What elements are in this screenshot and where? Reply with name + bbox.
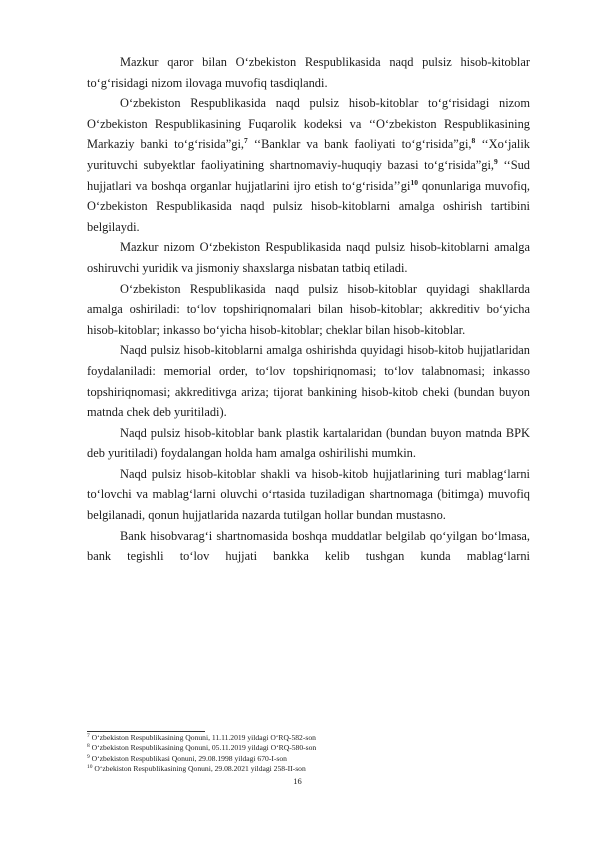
page-body bbox=[87, 52, 530, 567]
paragraph-text: Naqd pulsiz hisob-kitoblar shakli va hisob-kitob hujjatlarining turi mablag‘larni to‘lovchi va mablag‘larni oluvchi o‘rtasida tuziladigan shartnomaga (bitimga) muvofiq belgilanadi, qonun hujjatlarida nazarda tutilgan hollar bundan mustasno. bbox=[87, 466, 530, 523]
paragraph bbox=[87, 237, 530, 278]
paragraph-text: O‘zbekiston Respublikasida naqd pulsiz hisob-kitoblar to‘g‘risidagi nizom O‘zbekiston Respublikasining Fuqarolik kodeksi va ‘‘O‘zbekiston Respublikasining Markaziy banki to‘g‘risida”gi, bbox=[87, 96, 530, 152]
paragraph bbox=[87, 279, 530, 341]
footnote-number: 8 bbox=[87, 743, 90, 750]
paragraph-text: O‘zbekiston Respublikasida naqd pulsiz hisob-kitoblar quyidagi shakllarda amalga oshiriladi: to‘lov topshiriqnomalari bilan hisob-kitoblar; akkreditiv bo‘yicha hisob-kitoblar; inkasso bo‘yicha hisob-kitoblar; cheklar bilan hisob-kitoblar. bbox=[87, 281, 530, 337]
footnote-text: O‘zbekiston Respublikasining Qonuni, 05.11.2019 yildagi O‘RQ-580-son bbox=[89, 743, 317, 753]
paragraph-text: ‘‘Xo‘jalik yurituvchi subyektlar faoliyatining shartnomaviy-huquqiy bazasi to‘g‘risida”gi, bbox=[87, 137, 530, 172]
paragraph-text: Bank hisobvarag‘i shartnomasida boshqa muddatlar belgilab qo‘yilgan bo‘lmasa, bank tegishli to‘lov hujjati bankka kelib tushgan kunda mablag‘larni bbox=[87, 528, 530, 564]
footnote-number: 9 bbox=[87, 753, 90, 760]
paragraph-text: ‘‘Sud hujjatlari va boshqa organlar hujjatlarini ijro etish to‘g‘risida’’gi bbox=[87, 157, 530, 193]
paragraph-text: Naqd pulsiz hisob-kitoblar bank plastik kartalaridan (bundan buyon matnda BPK deb yuritiladi) foydalangan holda ham amalga oshirilishi mumkin. bbox=[87, 425, 530, 461]
paragraph-text: Mazkur nizom O‘zbekiston Respublikasida naqd pulsiz hisob-kitoblarni amalga oshiruvchi yuridik va jismoniy shaxslarga nisbatan tatbiq etiladi. bbox=[87, 240, 530, 275]
footnote-ref: 10 bbox=[410, 177, 418, 187]
footnote-ref: 8 bbox=[471, 136, 476, 146]
footnote-separator bbox=[87, 731, 205, 732]
footnote-number: 7 bbox=[87, 733, 90, 739]
paragraph-text: ‘‘Banklar va bank faoliyati to‘g‘risida”gi, bbox=[247, 137, 472, 152]
footnote-number: 10 bbox=[87, 764, 93, 771]
paragraph bbox=[87, 340, 530, 422]
paragraph bbox=[87, 526, 530, 567]
footnote-text: O‘zbekiston Respublikasining Qonuni, 11.11.2019 yildagi O‘RQ-582-son bbox=[89, 733, 316, 742]
paragraph bbox=[87, 423, 530, 464]
footnote bbox=[87, 754, 530, 764]
footnote-text: O‘zbekiston Respublikasi Qonuni, 29.08.1998 yildagi 670-I-son bbox=[89, 753, 287, 763]
paragraph bbox=[87, 93, 530, 237]
footnote bbox=[87, 764, 530, 774]
paragraph-text: qonunlariga muvofiq, O‘zbekiston Respublikasida naqd pulsiz hisob-kitoblarni amalga oshirish tartibini belgilaydi. bbox=[87, 178, 531, 234]
paragraph bbox=[87, 52, 530, 93]
footnote-text: O‘zbekiston Respublikasining Qonuni, 29.08.2021 yildagi 258-II-son bbox=[92, 764, 306, 774]
paragraph-text: Naqd pulsiz hisob-kitoblarni amalga oshirishda quyidagi hisob-kitob hujjatlaridan foydalaniladi: memorial order, to‘lov topshiriqnomasi; to‘lov talabnomasi; inkasso topshiriqnomasi; akkreditivga ariza; tijorat bankining hisob-kitob cheki (bundan buyon matnda chek deb yuritiladi). bbox=[87, 343, 530, 420]
footnote bbox=[87, 733, 530, 743]
paragraph bbox=[87, 464, 530, 526]
footnotes bbox=[87, 733, 530, 775]
page-number: 16 bbox=[293, 776, 302, 786]
footnote-ref: 7 bbox=[243, 136, 248, 146]
footnote bbox=[87, 743, 530, 753]
paragraph-text: Mazkur qaror bilan O‘zbekiston Respublikasida naqd pulsiz hisob-kitoblar to‘g‘risidagi nizom ilovaga muvofiq tasdiqlandi. bbox=[87, 55, 530, 90]
footnote-ref: 9 bbox=[494, 156, 498, 166]
